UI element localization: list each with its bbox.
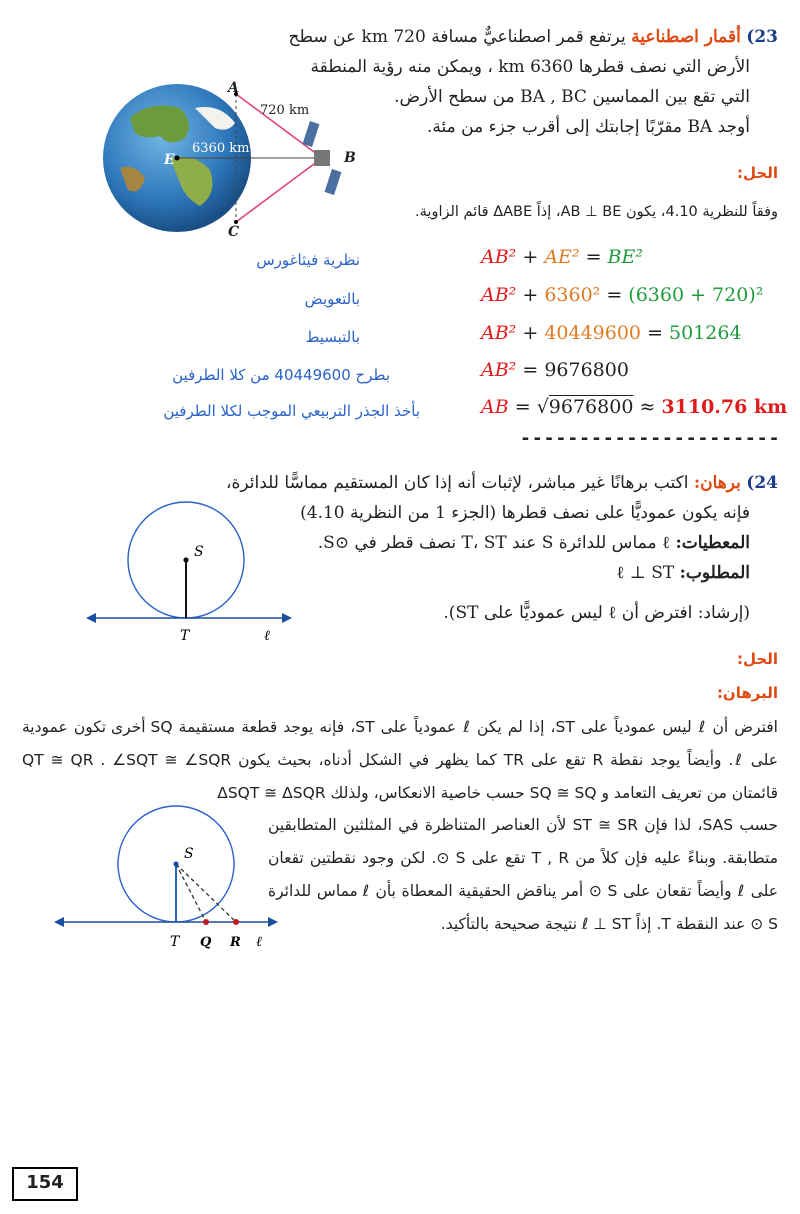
page-number: 154 <box>12 1167 78 1201</box>
point-a-label: A <box>228 80 239 96</box>
problem-23-line-1 <box>218 22 778 52</box>
problem-23-line-4: أوجد BA مقرّبًا إجابتك إلى أقرب جزء من مئة. <box>427 117 750 137</box>
final-answer: 3110.76 km <box>661 396 788 418</box>
problem-title: برهان: <box>693 473 741 493</box>
point-e-label: E <box>164 152 175 168</box>
solution-intro: وفقاً للنظرية 4.10، يكون AB ⊥ BE، إذاً ΔABE قائم الزاوية. <box>415 204 778 220</box>
separator: ---------------------- <box>520 428 781 449</box>
given-label: المعطيات: <box>675 533 750 553</box>
equation-3: AB² + 40449600 = 501264 <box>481 322 742 344</box>
point-r-label: R <box>230 935 241 950</box>
problem-23-line-2: الأرض التي نصف قطرها 6360 km ، ويمكن منه رؤية المنطقة <box>310 57 750 77</box>
prove-line <box>218 558 778 588</box>
problem-text: اكتب برهانًا غير مباشر، لإثبات أنه إذا كان المستقيم مماسًّا للدائرة، <box>226 473 689 493</box>
proof-paragraph-2: حسب SAS، لذا فإن ST ≅ SR لأن العناصر المتناظرة في المثلثين المتطابقين متطابقة. وبناءً عليه فإن كلاً من T , R تقع على S ⊙. لكن وجود نقطتين تقعان على ℓ وأيضاً تقعان على S ⊙ أمر يناقض الحقيقية المعطاة بأن ℓ مماس للدائرة S ⊙ عند النقطة T. إذاً ℓ ⊥ ST نتيجة صحيحة بالتأكيد. <box>268 816 779 933</box>
point-s-label: S <box>184 846 194 862</box>
radius-label: 6360 km <box>192 141 250 156</box>
line-l-label: ℓ <box>256 934 262 950</box>
point-t-label: T <box>180 628 190 644</box>
point-b-label: B <box>344 150 356 166</box>
problem-text: يرتفع قمر اصطناعيٌّ مسافة 720 km عن سطح <box>288 27 626 47</box>
point-s-label: S <box>194 544 204 560</box>
equation-4: AB² = 9676800 <box>481 359 629 381</box>
line-l-label: ℓ <box>264 628 270 644</box>
problem-24-line-1 <box>218 468 778 498</box>
reason-row-5: بأخذ الجذر التربيعي الموجب لكلا الطرفين <box>163 402 420 420</box>
equation-1: AB² + AE² = BE² <box>481 246 643 268</box>
problem-number: 24) <box>746 473 778 493</box>
problem-24-line-2: فإنه يكون عموديًّا على نصف قطرها (الجزء 1 من النظرية 4.10) <box>300 503 750 523</box>
reason-row-3: بالتبسيط <box>305 328 360 346</box>
prove-text: ℓ ⊥ ST <box>616 563 675 583</box>
equation-5: AB = √9676800 ≈ 3110.76 km <box>481 396 788 418</box>
point-q-label: Q <box>200 935 212 950</box>
prove-label: المطلوب: <box>679 563 750 583</box>
point-t-label: T <box>170 934 180 950</box>
problem-24 <box>218 468 778 628</box>
reason-row-2: بالتعويض <box>304 290 360 308</box>
problem-title: أقمار اصطناعية <box>631 27 741 47</box>
equation-2: AB² + 6360² = (6360 + 720)² <box>481 284 764 306</box>
reason-row-4: بطرح 40449600 من كلا الطرفين <box>172 366 390 384</box>
problem-number: 23) <box>746 27 778 47</box>
given-text: ℓ مماس للدائرة S عند T، ST نصف قطر في ⊙S. <box>317 533 671 553</box>
solution-heading: الحل: <box>737 164 778 182</box>
proof-paragraph-1: افترض أن ℓ ليس عمودياً على ST، إذا لم يكن ℓ عمودياً على ST، فإنه يوجد قطعة مستقيمة SQ أخرى تكون عمودية على ℓ. وأيضاً يوجد نقطة R تقع على TR كما يظهر في الشكل أدناه، بحيث يكون QT ≅ QR . ∠SQT ≅ ∠SQR قائمتان من تعريف التعامد و SQ ≅ SQ حسب خاصية الانعكاس، ولذلك ΔSQT ≅ ΔSQR <box>22 718 779 802</box>
problem-23-line-3: التي تقع بين المماسين BA , BC من سطح الأرض. <box>394 87 750 107</box>
reason-row-1: نظرية فيثاغورس <box>256 251 360 269</box>
point-c-label: C <box>228 224 240 238</box>
hint-line: (إرشاد: افترض أن ℓ ليس عموديًّا على ST). <box>443 603 750 623</box>
proof-heading: البرهان: <box>716 684 778 702</box>
solution-heading-2: الحل: <box>737 650 778 668</box>
given-line <box>218 528 778 558</box>
earth-satellite-figure <box>100 78 390 238</box>
altitude-label: 720 km <box>260 103 310 118</box>
proof-figure <box>52 800 282 960</box>
tangent-circle-figure <box>84 500 294 650</box>
